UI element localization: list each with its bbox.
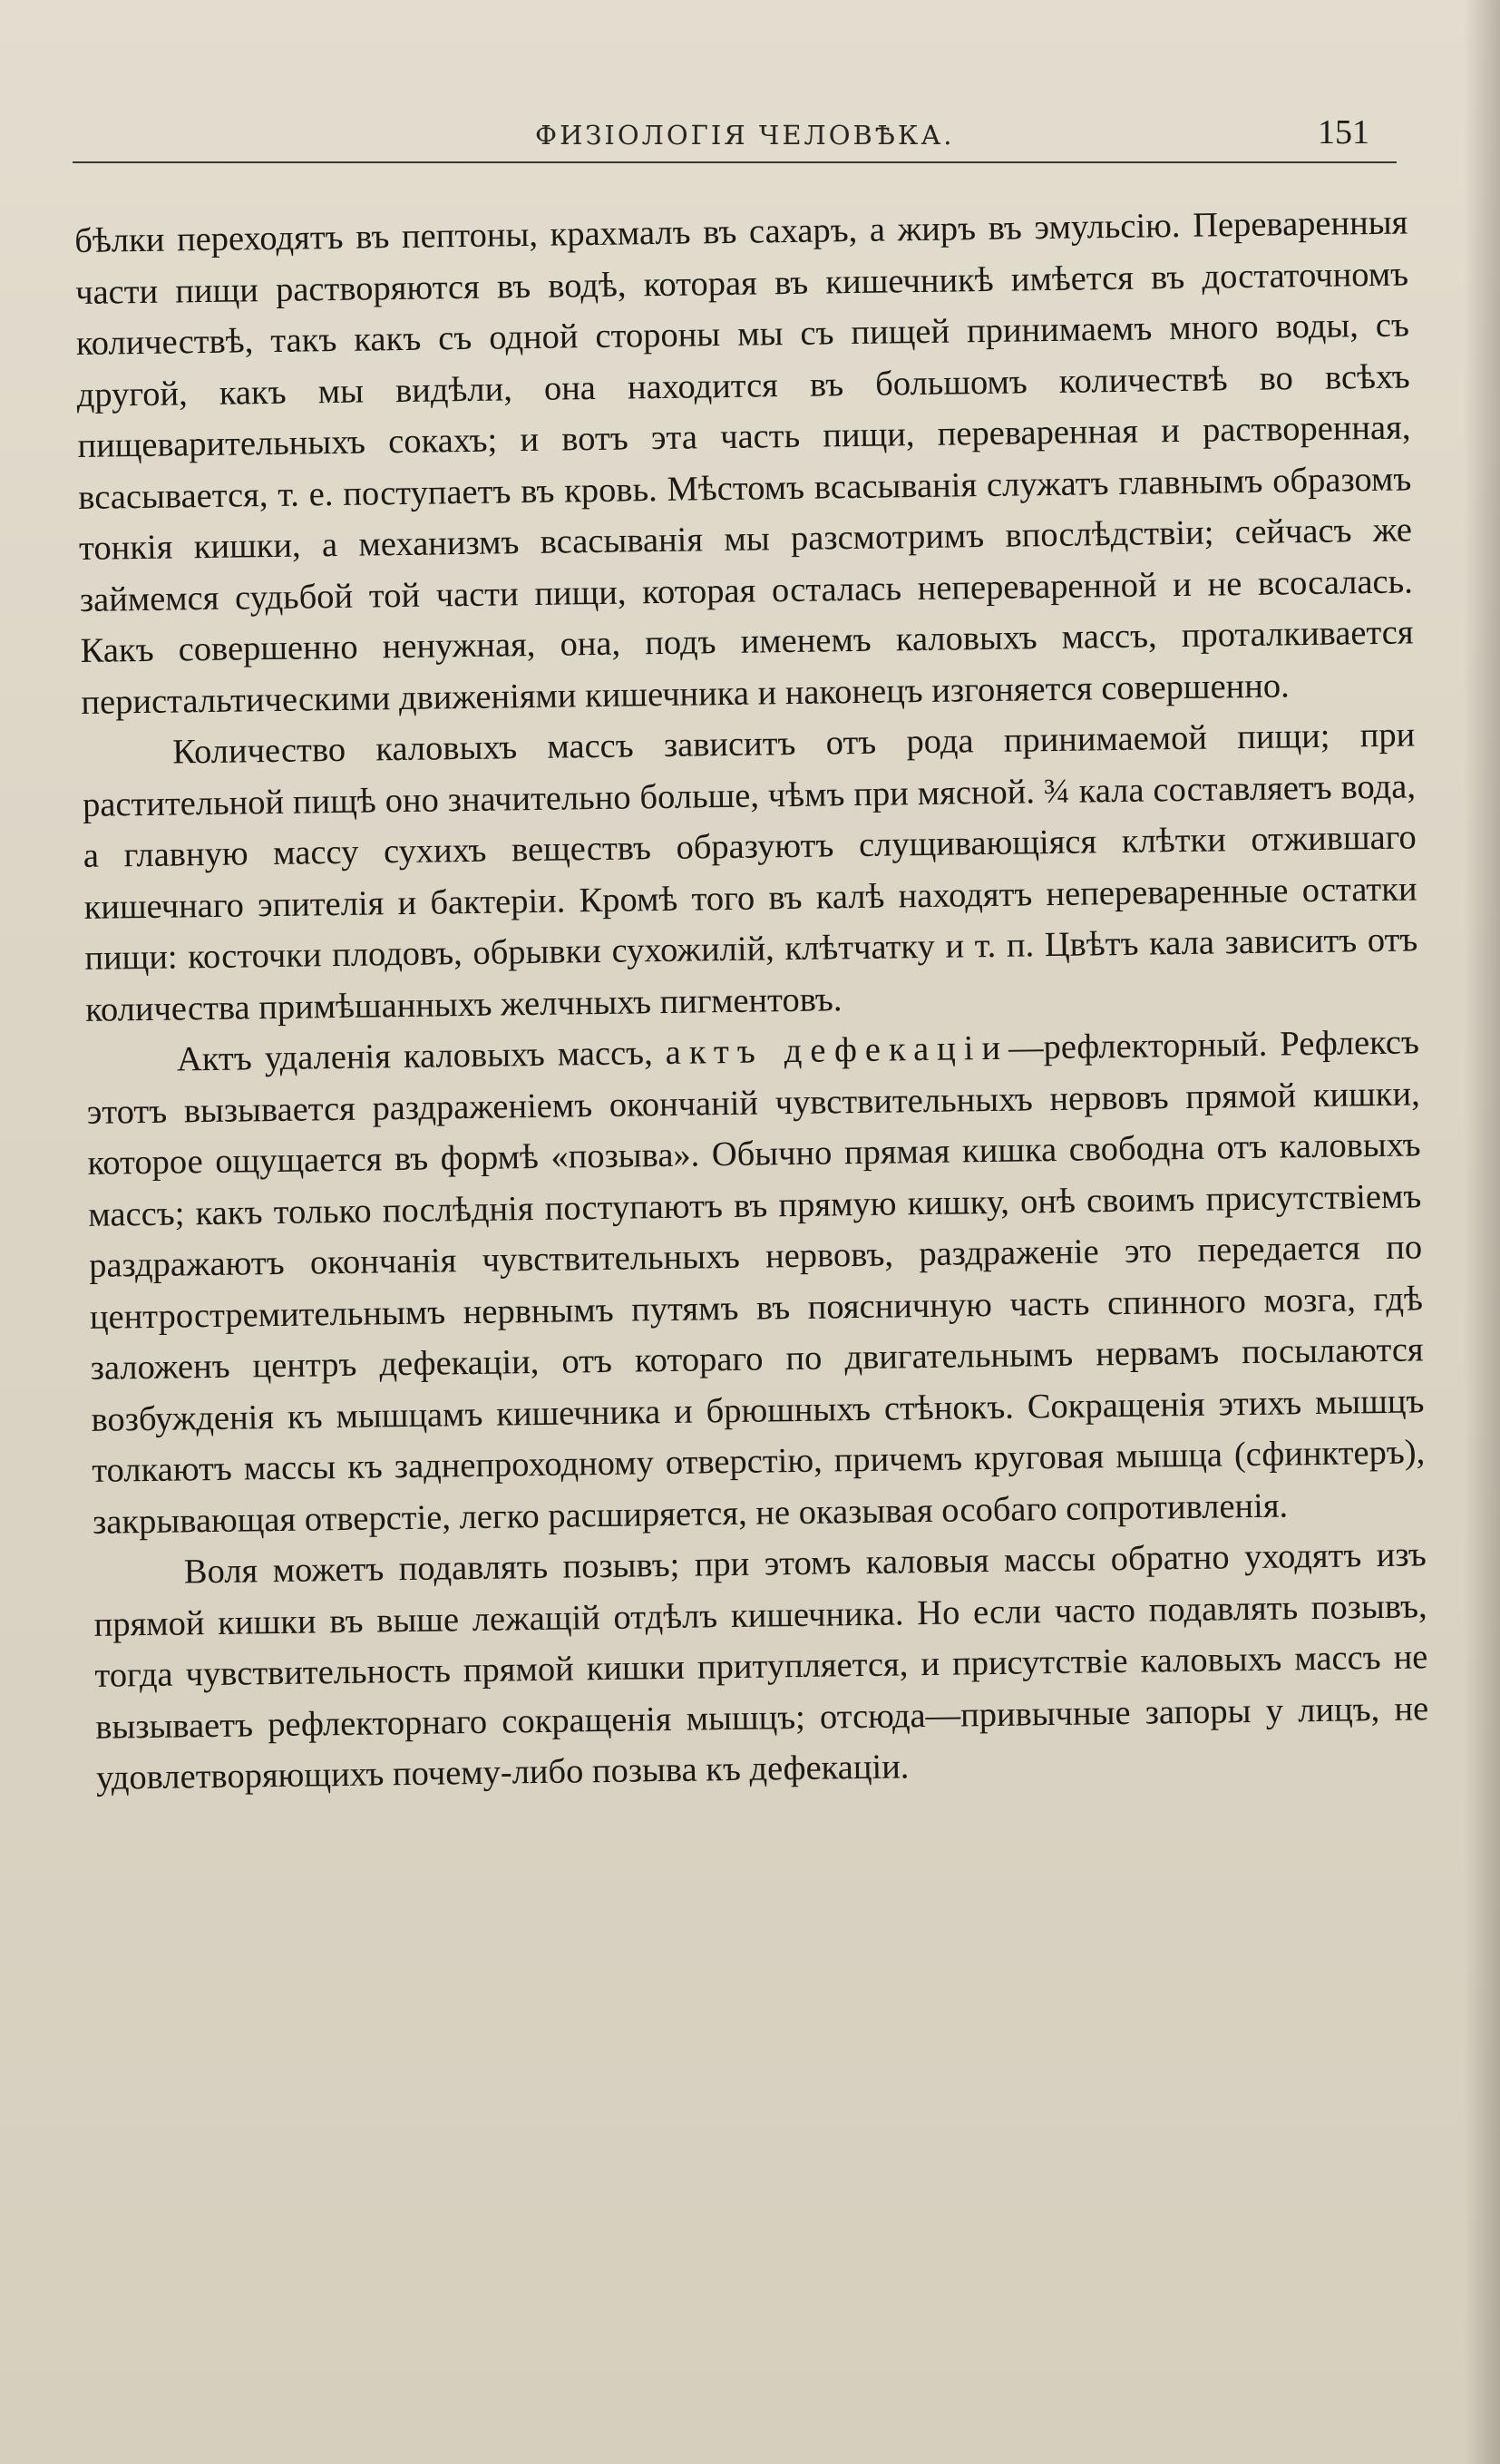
paragraph-defecation-reflex	[86, 1017, 1427, 1547]
paragraph-digestion-absorption: бѣлки переходятъ въ пептоны, крахмалъ въ сахаръ, а жиръ въ эмульсію. Переваренныя части пищи растворяются въ водѣ, которая въ кишечникѣ имѣется въ достаточномъ количествѣ, такъ какъ съ одной стороны мы съ пищей принимаемъ много воды, съ другой, какъ мы видѣли, она находится въ большомъ количествѣ во всѣхъ пищеварительныхъ сокахъ; и вотъ эта часть пищи, переваренная и растворенная, всасывается, т. е. поступаетъ въ кровь. Мѣстомъ всасыванія служатъ главнымъ образомъ тонкія кишки, а механизмъ всасыванія мы разсмотримъ впослѣдствіи; сейчасъ же займемся судьбой той части пищи, которая осталась непереваренной и не всосалась. Какъ совершенно ненужная, она, подъ именемъ каловыхъ массъ, проталкивается перистальтическими движеніями кишечника и наконецъ изгоняется совершенно.	[74, 203, 1414, 722]
defecation-term: актъ дефекаціи	[665, 1028, 1009, 1072]
paragraph-defecation-start: Актъ удаленія каловыхъ массъ,	[176, 1033, 666, 1079]
page-header	[73, 107, 1397, 163]
page-number: 151	[1318, 113, 1369, 151]
paragraph-voluntary-control: Воля можетъ подавлять позывъ; при этомъ каловыя массы обратно уходятъ изъ прямой кишки въ выше лежащій отдѣлъ кишечника. Но если часто подавлять позывъ, тогда чувствительность прямой кишки притупляется, и присутствіе каловыхъ массъ не вызываетъ рефлекторнаго сокращенія мышцъ; отсюда—привычные запоры у лицъ, не удовлетворяющихъ почему-либо позыва къ дефекаціи.	[93, 1535, 1429, 1797]
running-head: ФИЗІОЛОГІЯ ЧЕЛОВѢКА.	[535, 120, 955, 151]
body-text	[74, 197, 1429, 1804]
paragraph-defecation-rest: —рефлекторный. Рефлексъ этотъ вызывается раздраженіемъ окончаній чувствительныхъ нервовъ прямой кишки, которое ощущается въ формѣ «позыва». Обычно прямая кишка свободна отъ каловыхъ массъ; какъ только послѣднія поступаютъ въ прямую кишку, онѣ своимъ присутствіемъ раздражаютъ окончанія чувствительныхъ нервовъ, раздраженіе это передается по центростремительнымъ нервнымъ путямъ въ поясничную часть спинного мозга, гдѣ заложенъ центръ дефекаціи, отъ котораго по двигательнымъ нервамъ посылаются возбужденія къ мышцамъ кишечника и брюшныхъ стѣнокъ. Сокращенія этихъ мышцъ толкаютъ массы къ заднепроходному отверстію, причемъ круговая мышца (сфинктеръ), закрывающая отверстіе, легко расширяется, не оказывая особаго сопротивленія.	[86, 1023, 1426, 1542]
paragraph-feces-composition: Количество каловыхъ массъ зависитъ отъ рода принимаемой пищи; при растительной пищѣ оно значительно больше, чѣмъ при мясной. ¾ кала составляетъ вода, а главную массу сухихъ веществъ образуютъ слущивающіяся клѣтки отжившаго кишечнаго эпителія и бактеріи. Кромѣ того въ калѣ находятъ непереваренные остатки пищи: косточки плодовъ, обрывки сухожилій, клѣтчатку и т. п. Цвѣтъ кала зависитъ отъ количества примѣшанныхъ желчныхъ пигментовъ.	[82, 716, 1418, 1029]
